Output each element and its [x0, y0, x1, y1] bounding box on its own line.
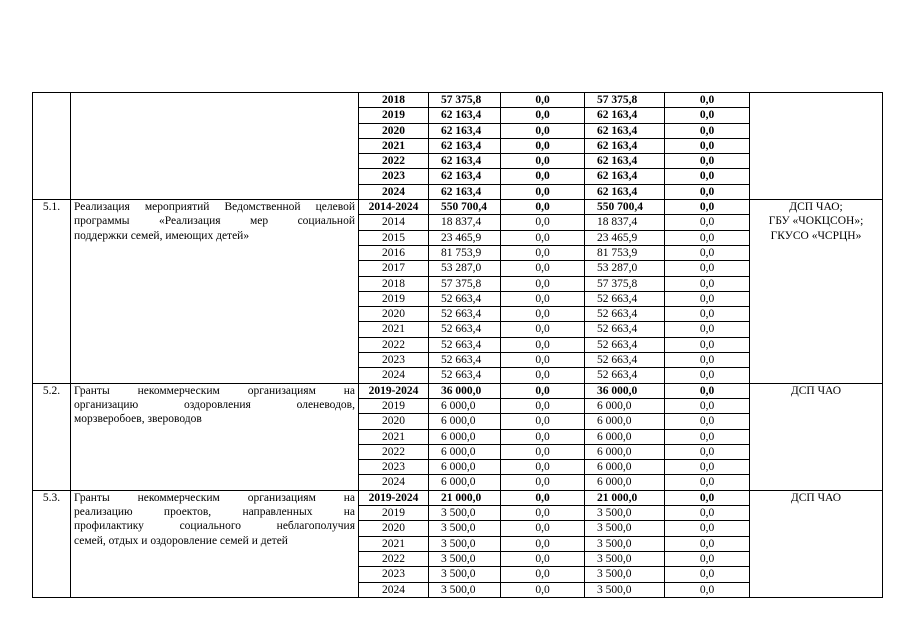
total-amount-cell: 3 500,0	[429, 536, 501, 551]
year-cell: 2016	[359, 245, 429, 260]
item-name-line: профилактику социального неблагополучия	[74, 520, 355, 533]
year-cell: 2015	[359, 230, 429, 245]
other-sources-cell: 0,0	[665, 200, 750, 215]
total-amount-cell: 62 163,4	[429, 184, 501, 199]
district-budget-cell: 62 163,4	[585, 154, 665, 169]
federal-budget-cell: 0,0	[501, 536, 585, 551]
total-amount-cell: 6 000,0	[429, 414, 501, 429]
other-sources-cell: 0,0	[665, 138, 750, 153]
district-budget-cell: 81 753,9	[585, 245, 665, 260]
year-cell: 2017	[359, 261, 429, 276]
other-sources-cell: 0,0	[665, 475, 750, 490]
total-amount-cell: 57 375,8	[429, 93, 501, 108]
year-cell: 2022	[359, 337, 429, 352]
executor-line: ДСП ЧАО;	[789, 201, 843, 214]
other-sources-cell: 0,0	[665, 353, 750, 368]
federal-budget-cell: 0,0	[501, 429, 585, 444]
total-amount-cell: 6 000,0	[429, 429, 501, 444]
executor-cell	[750, 490, 883, 597]
item-name-line: программы «Реализация мер социальной	[74, 215, 355, 228]
year-cell: 2022	[359, 551, 429, 566]
other-sources-cell: 0,0	[665, 429, 750, 444]
year-cell: 2019	[359, 108, 429, 123]
total-amount-cell: 3 500,0	[429, 506, 501, 521]
district-budget-cell: 6 000,0	[585, 429, 665, 444]
year-cell: 2022	[359, 444, 429, 459]
year-cell: 2023	[359, 169, 429, 184]
year-cell: 2024	[359, 475, 429, 490]
district-budget-cell: 52 663,4	[585, 353, 665, 368]
executor-line: ДСП ЧАО	[790, 491, 842, 504]
year-cell: 2019	[359, 506, 429, 521]
other-sources-cell: 0,0	[665, 368, 750, 383]
year-cell: 2018	[359, 93, 429, 108]
other-sources-cell: 0,0	[665, 215, 750, 230]
other-sources-cell: 0,0	[665, 276, 750, 291]
total-amount-cell: 21 000,0	[429, 490, 501, 505]
item-name-cell	[71, 200, 359, 384]
district-budget-cell: 18 837,4	[585, 215, 665, 230]
other-sources-cell: 0,0	[665, 245, 750, 260]
federal-budget-cell: 0,0	[501, 93, 585, 108]
district-budget-cell: 52 663,4	[585, 337, 665, 352]
year-cell: 2018	[359, 276, 429, 291]
item-name-line: морзверобоев, звероводов	[74, 413, 202, 426]
federal-budget-cell: 0,0	[501, 582, 585, 597]
district-budget-cell: 57 375,8	[585, 93, 665, 108]
item-name-cell	[71, 383, 359, 490]
year-cell: 2023	[359, 353, 429, 368]
federal-budget-cell: 0,0	[501, 291, 585, 306]
federal-budget-cell: 0,0	[501, 123, 585, 138]
other-sources-cell: 0,0	[665, 93, 750, 108]
district-budget-cell: 62 163,4	[585, 123, 665, 138]
federal-budget-cell: 0,0	[501, 353, 585, 368]
other-sources-cell: 0,0	[665, 582, 750, 597]
total-amount-cell: 6 000,0	[429, 444, 501, 459]
executor-cell	[750, 200, 883, 384]
total-amount-cell: 18 837,4	[429, 215, 501, 230]
federal-budget-cell: 0,0	[501, 138, 585, 153]
other-sources-cell: 0,0	[665, 521, 750, 536]
district-budget-cell: 550 700,4	[585, 200, 665, 215]
item-name-line: организацию оздоровления оленеводов,	[74, 398, 355, 411]
federal-budget-cell: 0,0	[501, 551, 585, 566]
federal-budget-cell: 0,0	[501, 200, 585, 215]
total-amount-cell: 52 663,4	[429, 322, 501, 337]
total-amount-cell: 6 000,0	[429, 475, 501, 490]
other-sources-cell: 0,0	[665, 444, 750, 459]
other-sources-cell: 0,0	[665, 398, 750, 413]
other-sources-cell: 0,0	[665, 261, 750, 276]
federal-budget-cell: 0,0	[501, 215, 585, 230]
total-amount-cell: 62 163,4	[429, 169, 501, 184]
district-budget-cell: 62 163,4	[585, 169, 665, 184]
district-budget-cell: 6 000,0	[585, 444, 665, 459]
table-row	[33, 490, 883, 505]
district-budget-cell: 6 000,0	[585, 398, 665, 413]
district-budget-cell: 36 000,0	[585, 383, 665, 398]
total-amount-cell: 62 163,4	[429, 154, 501, 169]
other-sources-cell: 0,0	[665, 460, 750, 475]
item-name-line: реализацию проектов, направленных на	[74, 506, 355, 519]
funding-table	[32, 92, 883, 598]
executor-cell	[750, 93, 883, 200]
year-cell: 2023	[359, 460, 429, 475]
district-budget-cell: 52 663,4	[585, 368, 665, 383]
federal-budget-cell: 0,0	[501, 460, 585, 475]
item-name-line: семей, отдых и оздоровление семей и детей	[74, 534, 288, 547]
district-budget-cell: 52 663,4	[585, 307, 665, 322]
year-cell: 2021	[359, 138, 429, 153]
total-amount-cell: 81 753,9	[429, 245, 501, 260]
year-cell: 2021	[359, 536, 429, 551]
item-name-cell	[71, 490, 359, 597]
total-amount-cell: 52 663,4	[429, 307, 501, 322]
other-sources-cell: 0,0	[665, 291, 750, 306]
year-cell: 2024	[359, 368, 429, 383]
funding-table-body	[33, 93, 883, 598]
year-cell: 2024	[359, 184, 429, 199]
total-amount-cell: 36 000,0	[429, 383, 501, 398]
other-sources-cell: 0,0	[665, 414, 750, 429]
federal-budget-cell: 0,0	[501, 506, 585, 521]
item-number-cell: 5.3.	[33, 490, 71, 597]
year-cell: 2019	[359, 291, 429, 306]
federal-budget-cell: 0,0	[501, 368, 585, 383]
other-sources-cell: 0,0	[665, 108, 750, 123]
federal-budget-cell: 0,0	[501, 490, 585, 505]
district-budget-cell: 3 500,0	[585, 521, 665, 536]
other-sources-cell: 0,0	[665, 230, 750, 245]
total-amount-cell: 23 465,9	[429, 230, 501, 245]
year-cell: 2019	[359, 398, 429, 413]
year-cell: 2023	[359, 567, 429, 582]
federal-budget-cell: 0,0	[501, 398, 585, 413]
other-sources-cell: 0,0	[665, 506, 750, 521]
district-budget-cell: 6 000,0	[585, 414, 665, 429]
year-cell: 2019-2024	[359, 383, 429, 398]
year-cell: 2022	[359, 154, 429, 169]
total-amount-cell: 53 287,0	[429, 261, 501, 276]
federal-budget-cell: 0,0	[501, 169, 585, 184]
district-budget-cell: 6 000,0	[585, 460, 665, 475]
year-cell: 2014-2024	[359, 200, 429, 215]
year-cell: 2024	[359, 582, 429, 597]
total-amount-cell: 3 500,0	[429, 567, 501, 582]
item-number-cell: 5.1.	[33, 200, 71, 384]
federal-budget-cell: 0,0	[501, 521, 585, 536]
district-budget-cell: 21 000,0	[585, 490, 665, 505]
year-cell: 2020	[359, 414, 429, 429]
other-sources-cell: 0,0	[665, 184, 750, 199]
district-budget-cell: 62 163,4	[585, 108, 665, 123]
total-amount-cell: 62 163,4	[429, 108, 501, 123]
executor-cell	[750, 383, 883, 490]
federal-budget-cell: 0,0	[501, 108, 585, 123]
total-amount-cell: 52 663,4	[429, 291, 501, 306]
item-name-line: Реализация мероприятий Ведомственной целевой	[74, 201, 355, 214]
total-amount-cell: 3 500,0	[429, 582, 501, 597]
district-budget-cell: 3 500,0	[585, 551, 665, 566]
other-sources-cell: 0,0	[665, 536, 750, 551]
federal-budget-cell: 0,0	[501, 154, 585, 169]
year-cell: 2020	[359, 123, 429, 138]
federal-budget-cell: 0,0	[501, 307, 585, 322]
federal-budget-cell: 0,0	[501, 414, 585, 429]
federal-budget-cell: 0,0	[501, 444, 585, 459]
year-cell: 2021	[359, 322, 429, 337]
federal-budget-cell: 0,0	[501, 337, 585, 352]
item-name-line: Гранты некоммерческим организациям на	[74, 384, 355, 397]
other-sources-cell: 0,0	[665, 567, 750, 582]
total-amount-cell: 52 663,4	[429, 353, 501, 368]
federal-budget-cell: 0,0	[501, 184, 585, 199]
district-budget-cell: 3 500,0	[585, 536, 665, 551]
executor-line: ДСП ЧАО	[790, 384, 842, 397]
district-budget-cell: 52 663,4	[585, 322, 665, 337]
district-budget-cell: 57 375,8	[585, 276, 665, 291]
district-budget-cell: 62 163,4	[585, 138, 665, 153]
total-amount-cell: 3 500,0	[429, 551, 501, 566]
table-row	[33, 383, 883, 398]
other-sources-cell: 0,0	[665, 307, 750, 322]
district-budget-cell: 3 500,0	[585, 567, 665, 582]
federal-budget-cell: 0,0	[501, 261, 585, 276]
district-budget-cell: 53 287,0	[585, 261, 665, 276]
other-sources-cell: 0,0	[665, 551, 750, 566]
total-amount-cell: 3 500,0	[429, 521, 501, 536]
year-cell: 2020	[359, 521, 429, 536]
other-sources-cell: 0,0	[665, 490, 750, 505]
total-amount-cell: 52 663,4	[429, 337, 501, 352]
other-sources-cell: 0,0	[665, 123, 750, 138]
other-sources-cell: 0,0	[665, 322, 750, 337]
other-sources-cell: 0,0	[665, 337, 750, 352]
federal-budget-cell: 0,0	[501, 322, 585, 337]
federal-budget-cell: 0,0	[501, 475, 585, 490]
district-budget-cell: 3 500,0	[585, 506, 665, 521]
item-name-line: Гранты некоммерческим организациям на	[74, 491, 355, 504]
total-amount-cell: 6 000,0	[429, 460, 501, 475]
total-amount-cell: 62 163,4	[429, 138, 501, 153]
federal-budget-cell: 0,0	[501, 245, 585, 260]
district-budget-cell: 3 500,0	[585, 582, 665, 597]
year-cell: 2014	[359, 215, 429, 230]
federal-budget-cell: 0,0	[501, 567, 585, 582]
other-sources-cell: 0,0	[665, 169, 750, 184]
executor-line: ГБУ «ЧОКЦСОН»;	[768, 215, 864, 228]
total-amount-cell: 62 163,4	[429, 123, 501, 138]
federal-budget-cell: 0,0	[501, 230, 585, 245]
district-budget-cell: 23 465,9	[585, 230, 665, 245]
executor-line: ГКУСО «ЧСРЦН»	[770, 229, 862, 242]
total-amount-cell: 57 375,8	[429, 276, 501, 291]
year-cell: 2020	[359, 307, 429, 322]
total-amount-cell: 52 663,4	[429, 368, 501, 383]
item-number-cell: 5.2.	[33, 383, 71, 490]
table-row	[33, 93, 883, 108]
item-name-cell	[71, 93, 359, 200]
district-budget-cell: 62 163,4	[585, 184, 665, 199]
table-row	[33, 200, 883, 215]
total-amount-cell: 550 700,4	[429, 200, 501, 215]
item-name-line: поддержки семей, имеющих детей»	[74, 229, 250, 242]
year-cell: 2021	[359, 429, 429, 444]
federal-budget-cell: 0,0	[501, 383, 585, 398]
item-number-cell	[33, 93, 71, 200]
total-amount-cell: 6 000,0	[429, 398, 501, 413]
year-cell: 2019-2024	[359, 490, 429, 505]
district-budget-cell: 52 663,4	[585, 291, 665, 306]
other-sources-cell: 0,0	[665, 154, 750, 169]
federal-budget-cell: 0,0	[501, 276, 585, 291]
other-sources-cell: 0,0	[665, 383, 750, 398]
district-budget-cell: 6 000,0	[585, 475, 665, 490]
